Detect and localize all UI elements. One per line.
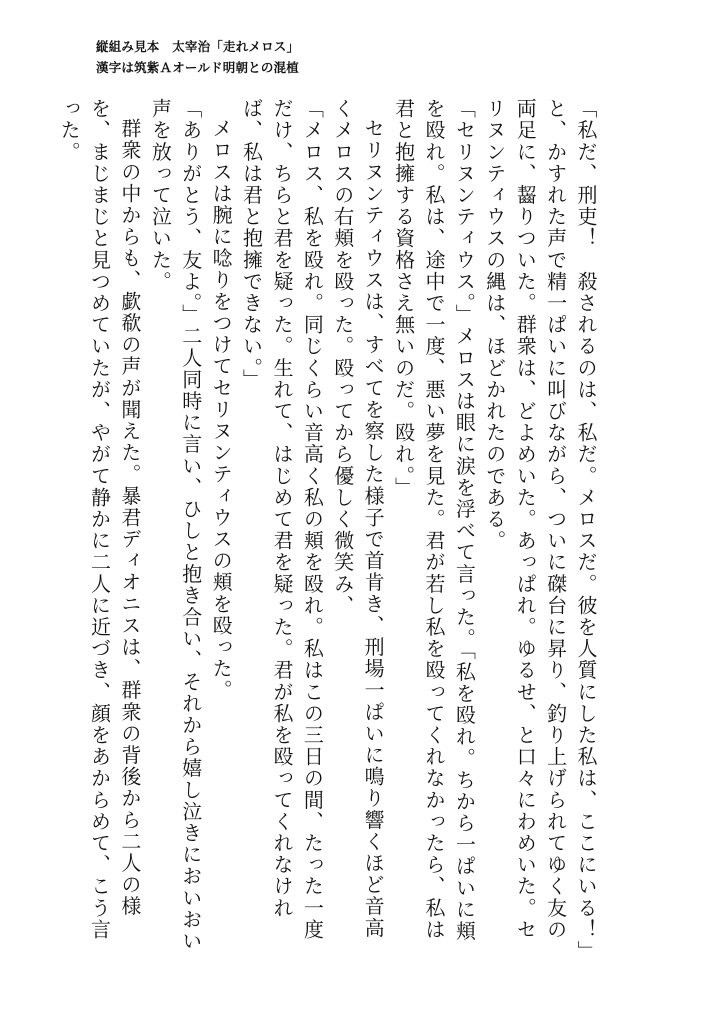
header-subtitle: 漢字は筑紫Ａオールド明朝との混植 <box>96 60 299 75</box>
paragraph: セリヌンティウスは、すべてを察した様子で首肯き、刑場一ぱいに鳴り響くほど音高くメロスの右頬を殴った。殴ってから優しく微笑み、 <box>330 98 386 939</box>
vertical-text-body <box>57 98 601 958</box>
paragraph: 「私だ、刑吏！ 殺されるのは、私だ。メロスだ。彼を人質にした私は、ここにいる！」と、かすれた声で精一ぱいに叫びながら、ついに磔台に昇り、釣り上げられてゆく友の両足に、齧りついた。群衆は、どよめいた。あっぱれ。ゆるせ、と口々にわめいた。セリヌンティウスの縄は、ほどかれたのである。 <box>482 98 598 952</box>
page-header <box>96 36 299 78</box>
paragraph: メロスは腕に唸りをつけてセリヌンティウスの頬を殴った。 <box>209 118 234 702</box>
header-title: 縦組み見本 太宰治「走れメロス」 <box>96 39 300 54</box>
paragraph: 群衆の中からも、歔欷の声が聞えた。暴君ディオニスは、群衆の背後から二人の様を、まじまじと見つめていたが、やがて静かに二人に近づき、顔をあからめて、こう言った。 <box>57 98 142 941</box>
paragraph: 「ありがとう、友よ。」二人同時に言い、ひしと抱き合い、それから嬉し泣きにおいおい声を放って泣いた。 <box>148 98 203 952</box>
paragraph: 「メロス、私を殴れ。同じくらい音高く私の頬を殴れ。私はこの三日の間、たった一度だけ、ちらと君を疑った。生れて、はじめて君を疑った。君が私を殴ってくれなければ、私は君と抱擁できない。」 <box>239 98 325 941</box>
paragraph: 「セリヌンティウス。」メロスは眼に涙を浮べて言った。「私を殴れ。ちから一ぱいに頬を殴れ。私は、途中で一度、悪い夢を見た。君が若し私を殴ってくれなかったら、私は君と抱擁する資格さえ無いのだ。殴れ。」 <box>391 98 477 942</box>
